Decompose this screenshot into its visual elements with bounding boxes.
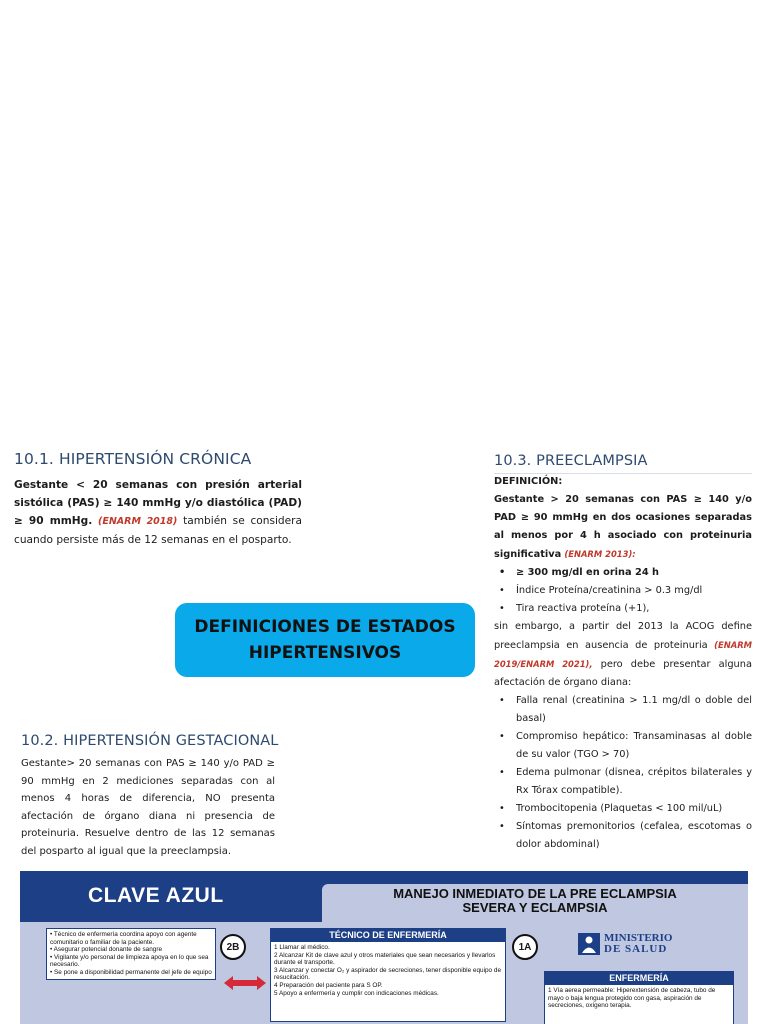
cronica-postpartum: también se considera cuando persiste más de 12 semanas en el posparto.: [14, 515, 303, 546]
enfermeria-header: ENFERMERÍA: [545, 972, 733, 985]
support-item: • Vigilante y/o personal de limpieza apoya en lo que sea necesario.: [50, 953, 209, 969]
clave-azul-poster: [20, 871, 748, 1024]
hypertensive-states-banner: [175, 603, 475, 677]
organ-damage-intro: pero debe presentar alguna afectación de órgano diana:: [494, 659, 752, 688]
list-item: • Tira reactiva proteína (+1),: [494, 600, 752, 618]
ministerio-name: [604, 933, 672, 955]
enfermeria-item: 1 Vía aerea permeable: Hiperextensión de cabeza, tubo de mayo o baja lengua protegido con gasa, aspiración de secreciones, oxígeno terapia.: [548, 987, 716, 1010]
preeclampsia-content: [494, 473, 752, 854]
ministerio-line-2: DE SALUD: [604, 943, 668, 955]
support-item: • Asegurar potencial donante de sangre: [50, 946, 163, 954]
poster-subtitle-line-2: SEVERA Y ECLAMPSIA: [462, 900, 608, 915]
acog-reference: (ENARM 2019/ENARM 2021),: [494, 640, 752, 669]
tecnico-header: TÉCNICO DE ENFERMERÍA: [271, 929, 505, 942]
section-text-hipertension-gestacional: Gestante> 20 semanas con PAS ≥ 140 y/o PAD ≥ 90 mmHg en 2 mediciones separadas con al menos 4 horas de diferencia, NO presenta afectación de órgano diana ni presencia de proteinuria. Resuelve dentro de las 12 semanas del posparto al igual que la preeclampsia.: [21, 758, 275, 857]
section-text-hipertension-cronica: [14, 476, 302, 549]
tecnico-list: [271, 942, 505, 999]
cronica-definition: Gestante < 20 semanas con presión arterial sistólica (PAS) ≥ 140 mmHg y/o diastólica (PAD) ≥ 90 mmHg.: [14, 479, 302, 527]
tecnico-enfermeria-box: [270, 928, 506, 1022]
acog-text: sin embargo, a partir del 2013 la ACOG define preeclampsia en ausencia de proteinuria: [494, 621, 752, 651]
definition-text: Gestante > 20 semanas con PAS ≥ 140 y/o PAD ≥ 90 mmHg en dos ocasiones separadas al menos por 4 h asociado con proteinuria significativa: [494, 494, 752, 560]
definition-label: DEFINICIÓN:: [494, 476, 563, 487]
ministerio-logo-icon: [578, 933, 600, 955]
support-item: • Se pone a disponibilidad permanente del jefe de equipo: [50, 968, 212, 976]
support-staff-box: [46, 928, 216, 980]
section-title-hipertension-cronica: 10.1. HIPERTENSIÓN CRÓNICA: [14, 450, 252, 468]
support-item: • Técnico de enfermería coordina apoyo con agente comunitario o familiar de la paciente.: [50, 931, 197, 946]
list-item: • Falla renal (creatinina > 1.1 mg/dl o doble del basal): [494, 692, 752, 728]
section-title-preeclampsia: 10.3. PREECLAMPSIA: [494, 453, 648, 469]
ministerio-line-1: MINISTERIO: [604, 932, 673, 944]
banner-line-2: HIPERTENSIVOS: [248, 643, 402, 663]
list-item: • Compromiso hepático: Transaminasas al doble de su valor (TGO > 70): [494, 728, 752, 764]
badge-2b: 2B: [220, 934, 246, 960]
poster-title: CLAVE AZUL: [88, 884, 224, 907]
poster-subtitle: [322, 887, 748, 915]
enfermeria-box: [544, 971, 734, 1024]
tecnico-item: 3 Alcanzar y conectar O₂ y aspirador de secreciones, tener disponible equipo de resucitación.: [274, 966, 501, 982]
list-item: • Trombocitopenia (Plaquetas < 100 mil/uL): [494, 800, 752, 818]
list-item-text: Índice Proteína/creatinina > 0.3 mg/dl: [516, 585, 703, 596]
enfermeria-list: [545, 985, 733, 1012]
double-arrow-icon: [224, 976, 266, 990]
tecnico-item: 2 Alcanzar Kit de clave azul y otros materiales que sean necesarios y llevarlos durante el transporte.: [274, 951, 496, 967]
banner-line-1: DEFINICIONES DE ESTADOS: [194, 617, 456, 637]
section-title-hipertension-gestacional: 10.2. HIPERTENSIÓN GESTACIONAL: [21, 733, 279, 749]
list-item: • Edema pulmonar (disnea, crépitos bilaterales y Rx Tórax compatible).: [494, 764, 752, 800]
list-item: • ≥ 300 mg/dl en orina 24 h: [494, 564, 752, 582]
tecnico-item: 5 Apoyo a enfermería y cumplir con indicaciones médicas.: [274, 989, 439, 997]
proteinuria-criteria-list: [494, 564, 752, 618]
cronica-reference: (ENARM 2018): [98, 516, 178, 527]
list-item: [494, 582, 752, 600]
list-item: • Síntomas premonitorios (cefalea, escotomas o dolor abdominal): [494, 818, 752, 854]
tecnico-item: 4 Preparación del paciente para S OP.: [274, 981, 383, 989]
definition-reference: (ENARM 2013):: [564, 549, 636, 559]
poster-subtitle-line-1: MANEJO INMEDIATO DE LA PRE ECLAMPSIA: [393, 886, 677, 901]
tecnico-item: 1 Llamar al médico.: [274, 944, 330, 951]
badge-1a: 1A: [512, 934, 538, 960]
organ-damage-list: [494, 692, 752, 854]
